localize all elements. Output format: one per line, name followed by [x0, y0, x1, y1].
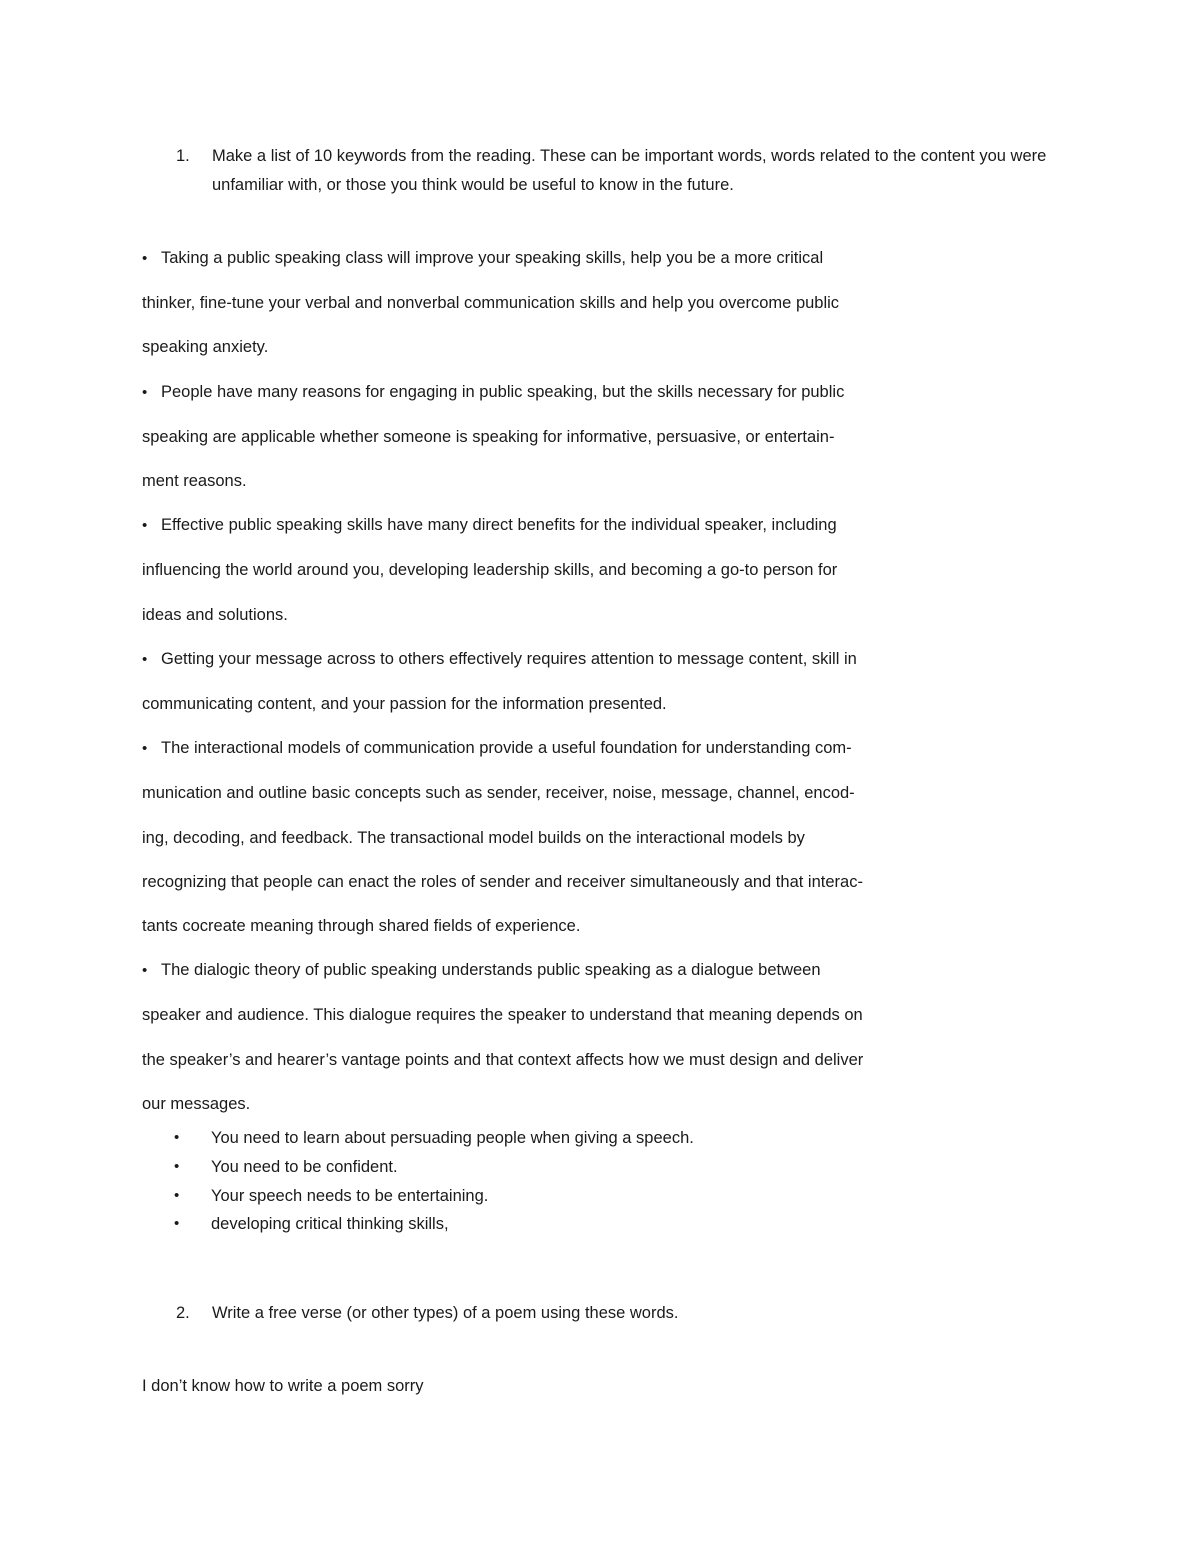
bullet-line: communicating content, and your passion for the information presented.: [142, 695, 667, 714]
bullet-line: munication and outline basic concepts such as sender, receiver, noise, message, channel, encod-: [142, 784, 855, 803]
answer-text: I don’t know how to write a poem sorry: [142, 1377, 424, 1395]
question-number: 1.: [176, 147, 190, 165]
bullet-line: our messages.: [142, 1094, 251, 1113]
question-2: [176, 1299, 1076, 1329]
bullet-dot-icon: •: [142, 740, 148, 758]
bullet-dot-icon: •: [174, 1186, 180, 1204]
bullet-line: influencing the world around you, developing leadership skills, and becoming a go-to person for: [142, 561, 838, 580]
sub-bullet-item: [174, 1153, 974, 1182]
bullet-line: Taking a public speaking class will improve your speaking skills, help you be a more critical: [161, 249, 824, 267]
bullet-line: ment reasons.: [142, 472, 247, 491]
bullet-item: [142, 370, 1022, 504]
bullet-dot-icon: •: [142, 962, 148, 980]
bullet-dot-icon: •: [142, 650, 148, 668]
bullet-line: tants cocreate meaning through shared fields of experience.: [142, 917, 581, 936]
bullet-item: [142, 726, 1022, 948]
bullet-line: recognizing that people can enact the roles of sender and receiver simultaneously and that interac-: [142, 872, 863, 891]
sub-bullet-text: Your speech needs to be entertaining.: [211, 1186, 489, 1205]
bullet-line: ideas and solutions.: [142, 605, 288, 624]
bullet-item: [142, 948, 1022, 1126]
bullet-line: The interactional models of communication provide a useful foundation for understanding com-: [161, 739, 852, 758]
sub-bullet-text: You need to be confident.: [211, 1157, 398, 1176]
bullet-item: [142, 503, 1022, 637]
bullet-line: thinker, fine-tune your verbal and nonverbal communication skills and help you overcome public: [142, 294, 840, 313]
bullet-dot-icon: •: [142, 250, 148, 267]
bullet-line: speaking anxiety.: [142, 338, 269, 357]
bullet-dot-icon: •: [174, 1157, 180, 1175]
sub-bullet-text: You need to learn about persuading people when giving a speech.: [211, 1129, 694, 1147]
bullet-line: People have many reasons for engaging in public speaking, but the skills necessary for public: [161, 382, 845, 401]
bullet-line: ing, decoding, and feedback. The transactional model builds on the interactional models by: [142, 828, 805, 847]
bullet-line: the speaker’s and hearer’s vantage points and that context affects how we must design and deliver: [142, 1050, 864, 1069]
sub-bullet-item: [174, 1124, 974, 1153]
bullet-line: Effective public speaking skills have many direct benefits for the individual speaker, including: [161, 516, 837, 535]
bullet-dot-icon: •: [174, 1215, 180, 1233]
short-bullet-list: [174, 1124, 974, 1239]
keyword-bullet-list: [142, 236, 1022, 1126]
bullet-dot-icon: •: [142, 383, 148, 401]
bullet-line: speaker and audience. This dialogue requires the speaker to understand that meaning depends on: [142, 1006, 863, 1025]
bullet-dot-icon: •: [142, 517, 148, 535]
bullet-line: speaking are applicable whether someone is speaking for informative, persuasive, or entertain-: [142, 427, 835, 446]
question-number: 2.: [176, 1304, 190, 1322]
sub-bullet-text: developing critical thinking skills,: [211, 1215, 449, 1234]
bullet-item: [142, 637, 1022, 726]
sub-bullet-item: [174, 1182, 974, 1211]
bullet-line: The dialogic theory of public speaking understands public speaking as a dialogue between: [161, 961, 821, 980]
question-text: Make a list of 10 keywords from the reading. These can be important words, words related to the content you were unfamiliar with, or those you think would be useful to know in the future.: [212, 147, 1047, 194]
bullet-line: Getting your message across to others effectively requires attention to message content, skill in: [161, 649, 857, 668]
sub-bullet-item: [174, 1210, 974, 1239]
bullet-item: [142, 236, 1022, 370]
question-text: Write a free verse (or other types) of a poem using these words.: [212, 1304, 679, 1322]
question-1: [176, 142, 1076, 202]
bullet-dot-icon: •: [174, 1129, 180, 1146]
